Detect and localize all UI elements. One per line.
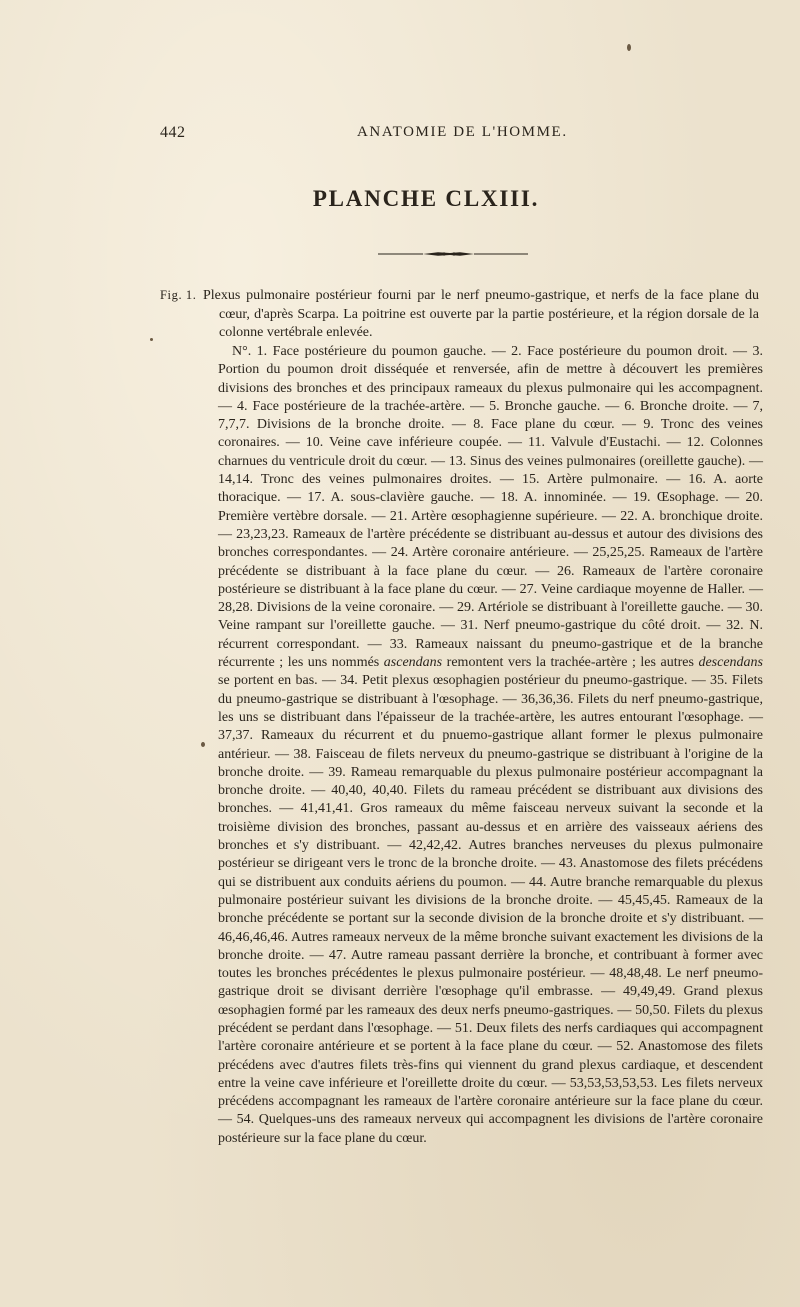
page-number: 442	[160, 124, 186, 141]
legend-text-1: N°. 1. Face postérieure du poumon gauche. — 2. Face postérieure du poumon droit. — 3. Portion du poumon droit disséquée et renversée, afin de mettre à découvert les premières divisions des bronches et des principaux rameaux du plexus pulmonaire qui les accompagnent. — 4. Face postérieure de la trachée-artère. — 5. Bronche gauche. — 6. Bronche droite. — 7, 7,7,7. Divisions de la bronche droite. — 8. Face plane du cœur. — 9. Tronc des veines coronaires. — 10. Veine cave inférieure coupée. — 11. Valvule d'Eustachi. — 12. Colonnes charnues du ventricule droit du cœur. — 13. Sinus des veines pulmonaires (oreillette gauche). — 14,14. Tronc des veines pulmonaires droites. — 15. Artère pulmonaire. — 16. A. aorte thoracique. — 17. A. sous-clavière gauche. — 18. A. innominée. — 19. Œsophage. — 20. Première vertèbre dorsale. — 21. Artère œsophagienne supérieure. — 22. A. bronchique droite. — 23,23,23. Rameaux de l'artère précédente se distribuant au-dessus et autour des divisions des bronches correspondantes. — 24. Artère coronaire antérieure. — 25,25,25. Rameaux de l'artère précédente se distribuant à la face plane du cœur. — 26. Rameaux de l'artère coronaire postérieure se distribuant à la face plane du cœur. — 27. Veine cardiaque moyenne de Haller. — 28,28. Divisions de la veine coronaire. — 29. Artériole se distribuant à l'oreillette gauche. — 30. Veine rampant sur l'oreillette gauche. — 31. Nerf pneumo-gastrique du côté droit. — 32. N. récurrent correspondant. — 33. Rameaux naissant du pneumo-gastrique et de la branche récurrente ; les uns nommés	[218, 344, 763, 671]
legend-italic-ascendans: ascendans	[383, 655, 443, 671]
legend-text-2: remontent vers la trachée-artère ; les autres	[446, 655, 694, 671]
plate-title: PLANCHE CLXIII.	[312, 186, 540, 211]
running-head	[160, 124, 760, 146]
legend-italic-descendans: descendans	[698, 655, 764, 671]
figure-caption	[0, 287, 800, 340]
figure-label: Fig. 1.	[160, 288, 197, 302]
legend-text-3: se portent en bas. — 34. Petit plexus œsophagien postérieur du pneumo-gastrique. — 35. Filets du pneumo-gastrique se distribuant à l'œsophage. — 36,36,36. Filets du nerf pneumo-gastrique, les uns se distribuant dans l'épaisseur de la trachée-artère, les autres entourant l'œsophage. — 37,37. Rameaux du récurrent et du pnuemo-gastrique allant former le plexus pulmonaire antérieur. — 38. Faisceau de filets nerveux du pneumo-gastrique se distribuant à l'origine de la bronche droite. — 39. Rameau remarquable du plexus pulmonaire postérieur accompagnant la bronche droite. — 40,40, 40,40. Filets du rameau précédent se distribuant aux divisions des bronches. — 41,41,41. Gros rameaux du même faisceau nerveux suivant la seconde et la troisième division des bronches, passant au-dessus et en arrière des vaisseaux aériens des bronches et s'y distribuant. — 42,42,42. Autres branches nerveuses du plexus pulmonaire postérieur se dirigeant vers le tronc de la bronche droite. — 43. Anastomose des filets précédens qui se distribuent aux conduits aériens du poumon. — 44. Autre branche remarquable du plexus pulmonaire postérieur suivant les divisions de la bronche droite. — 45,45,45. Rameaux de la bronche précédente se portant sur la seconde division de la bronche droite et s'y distribuant. — 46,46,46,46. Autres rameaux nerveux de la même bronche suivant exactement les divisions de la bronche droite. — 47. Autre rameau passant derrière la bronche, et contribuant à former avec toutes les bronches précédentes le plexus pulmonaire postérieur. — 48,48,48. Le nerf pneumo-gastrique droit se divisant derrière l'œsophage qu'il embrasse. — 49,49,49. Grand plexus œsophagien formé par les rameaux des deux nerfs pneumo-gastriques. — 50,50. Filets du plexus précédent se perdant dans l'œsophage. — 51. Deux filets des nerfs cardiaques qui accompagnent l'artère coronaire antérieure et se portent à la face plane du cœur. — 52. Anastomose des filets précédens avec d'autres filets très-fins qui viennent du grand plexus cardiaque, et descendent entre la veine cave inférieure et l'oreillette droite du cœur. — 53,53,53,53,53. Les filets nerveux précédens accompagnant les rameaux de l'artère coronaire antérieure sur la face plane du cœur. — 54. Quelques-uns des rameaux nerveux qui accompagnent les divisions de l'artère coronaire postérieure sur la face plane du cœur.	[218, 673, 763, 1146]
decorative-rule-icon	[378, 250, 528, 258]
legend-paragraph	[218, 343, 763, 1148]
paper-speck	[627, 44, 631, 51]
caption-text: Plexus pulmonaire postérieur fourni par le nerf pneumo-gastrique, et nerfs de la face plane du cœur, d'après Scarpa. La poitrine est ouverte par la partie postérieure, et la région dorsale de la colonne vertébrale enlevée.	[203, 288, 759, 340]
paper-speck	[150, 338, 153, 341]
paper-speck	[201, 742, 205, 747]
book-title: ANATOMIE DE L'HOMME.	[357, 124, 568, 140]
